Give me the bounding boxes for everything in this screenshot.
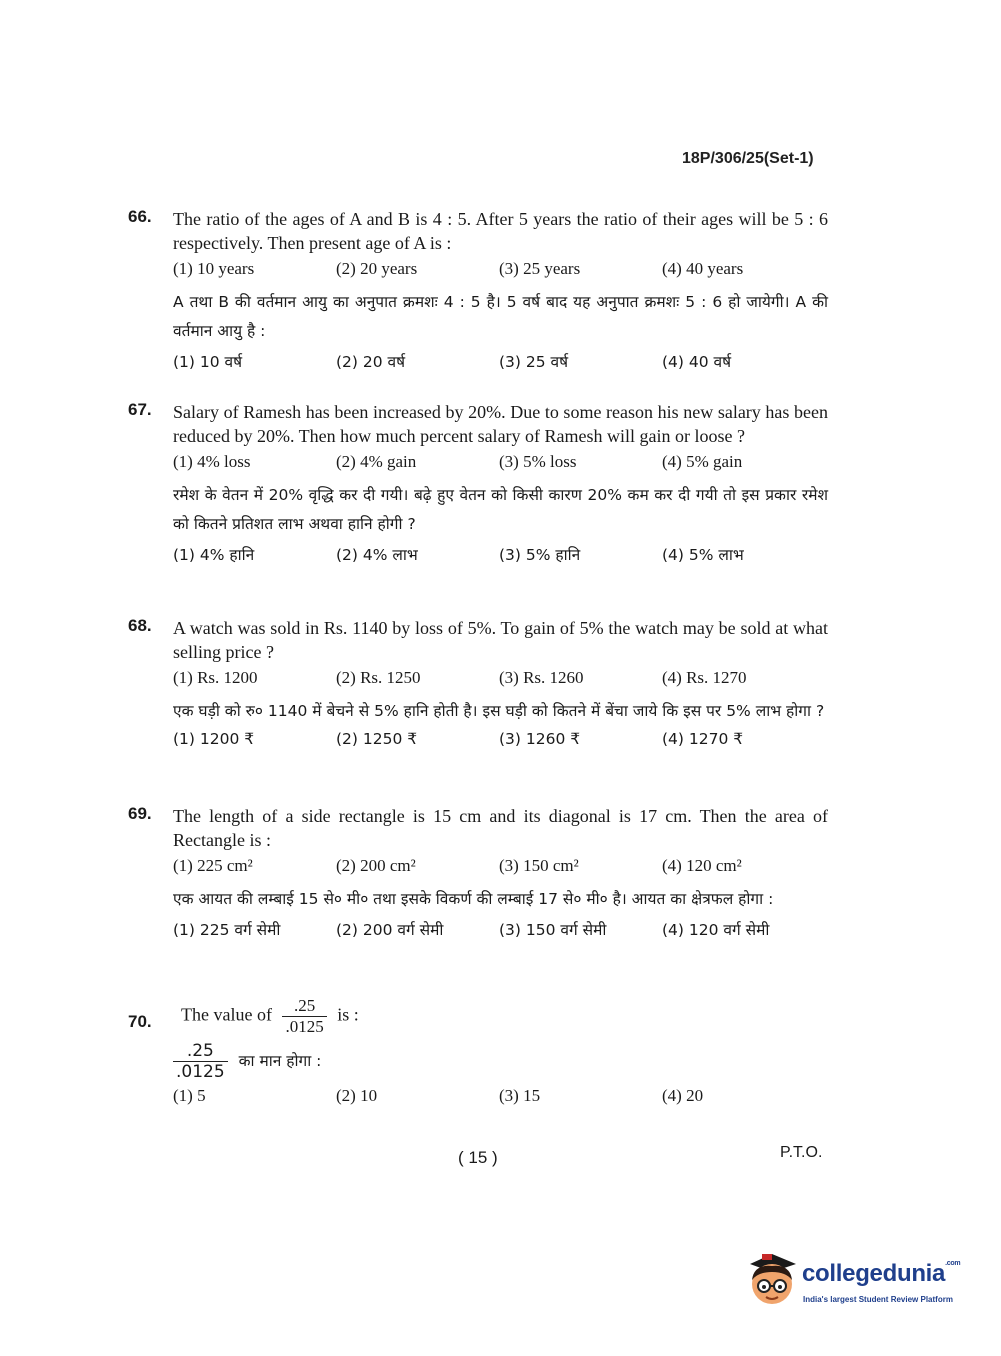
option: (3) 25 वर्ष xyxy=(499,353,569,371)
option: (2) 4% लाभ xyxy=(336,546,418,564)
question-68 xyxy=(128,616,828,756)
question-number: 66. xyxy=(128,207,152,226)
option: (1) 225 वर्ग सेमी xyxy=(173,921,281,939)
question-text-hi xyxy=(173,1041,828,1082)
fraction-denominator: .0125 xyxy=(285,1017,324,1036)
option: (1) 10 वर्ष xyxy=(173,353,243,371)
option: (4) 20 xyxy=(662,1086,704,1105)
option: (4) 40 years xyxy=(662,259,744,278)
fraction-numerator: .25 xyxy=(282,996,326,1017)
question-number: 67. xyxy=(128,400,152,419)
option: (3) 25 years xyxy=(499,259,581,278)
option: (4) 5% लाभ xyxy=(662,546,744,564)
page-number: ( 15 ) xyxy=(458,1148,498,1167)
question-text-hi: एक घड़ी को रु० 1140 में बेचने से 5% हानि होती है। इस घड़ी को कितने में बेंचा जाये कि इस पर 5% लाभ होगा ? xyxy=(173,702,825,720)
question-text-after: is : xyxy=(337,1004,359,1025)
question-number: 70. xyxy=(128,1012,152,1031)
options-en xyxy=(173,664,828,694)
options-en xyxy=(173,448,828,478)
question-69 xyxy=(128,804,828,944)
question-text-en xyxy=(181,996,828,1037)
options xyxy=(173,1082,828,1112)
option: (1) 5 xyxy=(173,1086,206,1105)
option: (2) 10 xyxy=(336,1086,378,1105)
options-hi xyxy=(173,539,828,569)
fraction-denominator: .0125 xyxy=(176,1062,225,1082)
question-number: 69. xyxy=(128,804,152,823)
option: (3) 1260 ₹ xyxy=(499,730,581,748)
question-67 xyxy=(128,400,828,569)
question-text-hi: रमेश के वेतन में 20% वृद्धि कर दी गयी। बढ़े हुए वेतन को किसी कारण 20% कम कर दी गयी तो इस प्रकार रमेश को कितने प्रतिशत लाभ अथवा हानि होगी ? xyxy=(173,486,828,533)
collegedunia-logo[interactable] xyxy=(742,1250,972,1312)
question-70 xyxy=(128,996,828,1112)
option: (4) 40 वर्ष xyxy=(662,353,732,371)
pto-label: P.T.O. xyxy=(780,1144,823,1161)
logo-name: collegedunia$^{.com}$ xyxy=(802,1260,961,1287)
option: (1) 10 years xyxy=(173,259,255,278)
question-66 xyxy=(128,207,828,376)
option: (2) 4% gain xyxy=(336,452,417,471)
fraction xyxy=(173,1041,228,1082)
option: (2) 20 वर्ष xyxy=(336,353,406,371)
option: (3) 150 वर्ग सेमी xyxy=(499,921,607,939)
question-text-hi: A तथा B की वर्तमान आयु का अनुपात क्रमशः 4 : 5 है। 5 वर्ष बाद यह अनुपात क्रमशः 5 : 6 हो जायेगी। A की वर्तमान आयु है : xyxy=(173,293,828,340)
option: (2) 200 cm² xyxy=(336,856,416,875)
question-text-en: The ratio of the ages of A and B is 4 : 5. After 5 years the ratio of their ages will be 5 : 6 respectively. Then present age of A is : xyxy=(173,209,828,253)
option: (2) 1250 ₹ xyxy=(336,730,418,748)
option: (2) 20 years xyxy=(336,259,418,278)
question-text-hi: एक आयत की लम्बाई 15 से० मी० तथा इसके विकर्ण की लम्बाई 17 से० मी० है। आयत का क्षेत्रफल होगा : xyxy=(173,890,774,908)
question-number: 68. xyxy=(128,616,152,635)
question-text-hi-after: का मान होगा : xyxy=(238,1052,322,1070)
paper-code: 18P/306/25(Set-1) xyxy=(682,150,814,167)
option: (1) Rs. 1200 xyxy=(173,668,258,687)
options-en xyxy=(173,255,828,285)
option: (4) 120 वर्ग सेमी xyxy=(662,921,770,939)
option: (3) 5% हानि xyxy=(499,546,581,564)
question-text-en: The length of a side rectangle is 15 cm and its diagonal is 17 cm. Then the area of Rectangle is : xyxy=(173,806,828,850)
option: (4) 120 cm² xyxy=(662,856,742,875)
mascot-icon xyxy=(742,1250,802,1312)
option: (4) 5% gain xyxy=(662,452,743,471)
option: (4) Rs. 1270 xyxy=(662,668,747,687)
options-hi xyxy=(173,726,828,756)
option: (1) 225 cm² xyxy=(173,856,253,875)
logo-tagline: India's largest Student Review Platform xyxy=(803,1295,953,1304)
option: (3) Rs. 1260 xyxy=(499,668,584,687)
option: (1) 1200 ₹ xyxy=(173,730,255,748)
option: (2) Rs. 1250 xyxy=(336,668,421,687)
question-text-en: A watch was sold in Rs. 1140 by loss of 5%. To gain of 5% the watch may be sold at what selling price ? xyxy=(173,618,828,662)
options-hi xyxy=(173,346,828,376)
option: (1) 4% loss xyxy=(173,452,251,471)
option: (4) 1270 ₹ xyxy=(662,730,744,748)
question-text-before: The value of xyxy=(181,1004,272,1025)
option: (3) 5% loss xyxy=(499,452,577,471)
fraction xyxy=(282,996,326,1037)
options-en xyxy=(173,852,828,882)
options-hi xyxy=(173,914,828,944)
question-text-en: Salary of Ramesh has been increased by 20%. Due to some reason his new salary has been reduced by 20%. Then how much percent salary of Ramesh will gain or loose ? xyxy=(173,402,828,446)
fraction-numerator: .25 xyxy=(173,1041,228,1062)
option: (1) 4% हानि xyxy=(173,546,255,564)
option: (2) 200 वर्ग सेमी xyxy=(336,921,444,939)
option: (3) 150 cm² xyxy=(499,856,579,875)
option: (3) 15 xyxy=(499,1086,541,1105)
